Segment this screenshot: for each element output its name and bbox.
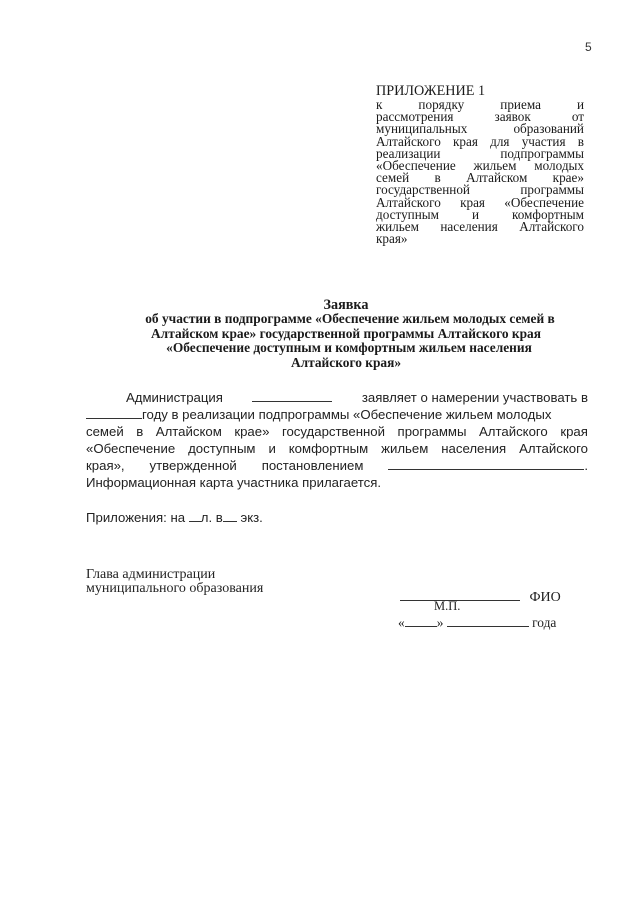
body-line-2: году в реализации подпрограммы «Обеспечение жильем молодых — [86, 406, 588, 423]
body-line-5: края», утвержденной постановлением . — [86, 458, 588, 474]
copies-count-field[interactable] — [223, 509, 237, 522]
page-number: 5 — [585, 40, 592, 54]
appendix-text: к порядку приема и рассмотрения заявок от муниципальных образований Алтайского края для участия в реализации подпрограммы «Обеспечение жильем молодых семей в Алтайском крае» государственной программы Алтайского края «Обеспечение доступным и комфортным жильем населения Алтайского края» — [376, 97, 584, 247]
fio-label: ФИО — [529, 590, 561, 605]
signature-line — [400, 588, 578, 605]
signer-title: Глава администрации муниципального образования — [86, 567, 264, 596]
appendix-block — [376, 84, 584, 245]
application-subtitle-line: Алтайском крае» государственной программы Алтайского края — [151, 325, 541, 341]
application-title-block — [96, 298, 596, 370]
body-line-6: Информационная карта участника прилагается. — [86, 475, 382, 491]
body-line-4: «Обеспечение доступным и комфортным жильем населения Алтайского — [86, 441, 588, 457]
application-subtitle-line: об участии в подпрограмме «Обеспечение жильем молодых семей в — [145, 311, 555, 327]
stamp-placeholder: М.П. — [434, 599, 461, 613]
application-body — [86, 389, 588, 492]
application-title: Заявка — [323, 297, 369, 313]
sheets-count-field[interactable] — [189, 509, 201, 522]
year-field[interactable] — [86, 406, 142, 419]
attachments-line: Приложения: на л. в экз. — [86, 510, 263, 525]
body-line-3: семей в Алтайском крае» государственной программы Алтайского края — [86, 424, 588, 440]
body-line-1: Администрация заявляет о намерении участвовать в — [126, 390, 588, 405]
date-line: « » года — [398, 615, 557, 630]
application-subtitle-line: «Обеспечение доступным и комфортным жильем населения — [166, 340, 532, 356]
day-field[interactable] — [405, 614, 437, 627]
application-subtitle-line: Алтайского края» — [290, 354, 402, 370]
month-field[interactable] — [447, 614, 529, 627]
appendix-title: ПРИЛОЖЕНИЕ 1 — [376, 83, 486, 99]
resolution-field[interactable] — [388, 457, 584, 470]
municipality-name-field[interactable] — [252, 389, 332, 402]
